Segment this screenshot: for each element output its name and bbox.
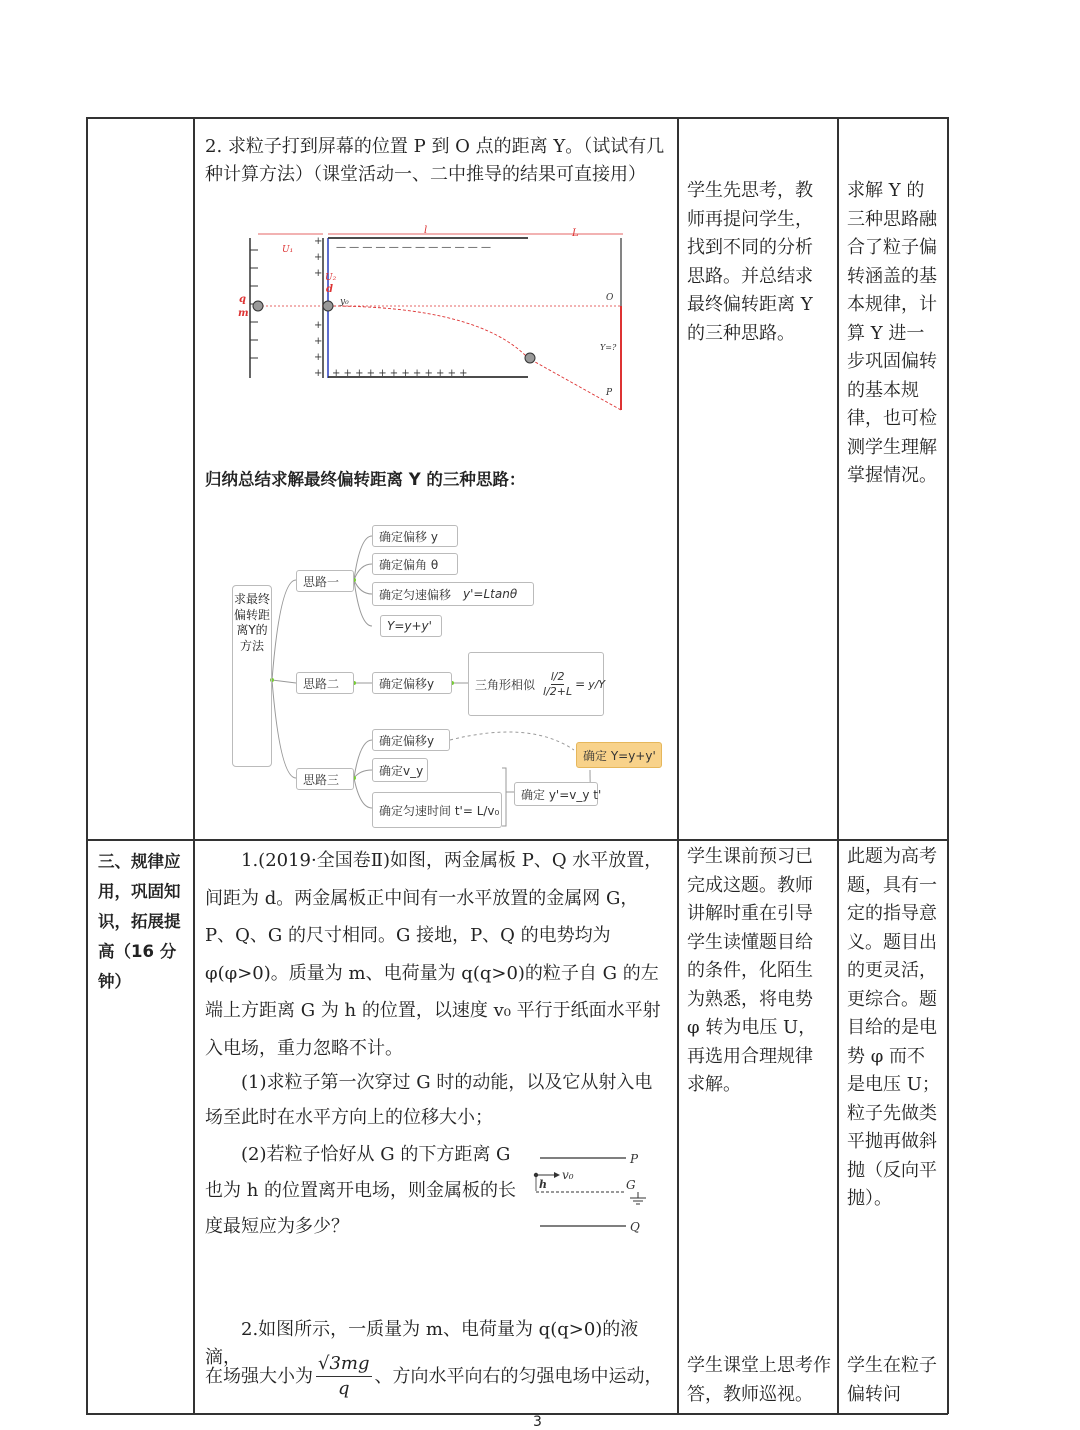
- fig-label-v0: v₀: [562, 1168, 574, 1182]
- b1-angle: 确定偏角 θ: [372, 553, 458, 575]
- b1-uniform: [372, 582, 534, 606]
- activity-3: 学生课堂上思考作答，教师巡视。: [687, 1355, 831, 1405]
- table-bottom-border: [86, 1413, 948, 1415]
- plate-minus: — — — — — — — — — — — —: [336, 242, 491, 253]
- svg-text:q: q: [239, 294, 246, 305]
- b2-ratio: y/Y: [588, 677, 606, 691]
- intent-1: 求解 Y 的三种思路融合了粒子偏转涵盖的基本规律，计算 Y 进一步巩固偏转的基本规律，也可检测学生理解掌握情况。: [847, 180, 937, 486]
- col-border-4: [947, 117, 949, 1414]
- fig-label-h: h: [539, 1178, 547, 1191]
- col-border-2: [677, 117, 679, 1414]
- q2-line2-text: 在场强大小为: [205, 1365, 313, 1387]
- branch-2: 思路二: [296, 672, 354, 694]
- svg-text:+: +: [314, 352, 323, 363]
- question-1: 1.(2019·全国卷Ⅱ)如图，两金属板 P、Q 水平放置，间距为 d。两金属板正中间有一水平放置的金属网 G，P、Q、G 的尺寸相同。G 接地，P、Q 的电势均为φ(φ>0)。质量为 m、电荷量为 q(q>0)的粒子自 G 的左端上方距离 G 为 h 的位置，以速度 v₀ 平行于纸面水平射入电场，重力忽略不计。: [205, 850, 663, 1059]
- row-divider: [86, 839, 948, 841]
- svg-text:+: +: [314, 252, 323, 263]
- question-2-start: 2.如图所示，一质量为 m、电荷量为 q(q>0)的液滴，: [205, 1319, 639, 1368]
- col-border-1: [193, 117, 195, 1414]
- svg-text:U₁: U₁: [282, 245, 294, 255]
- mindmap-root: 求最终偏转距离Y的方法: [232, 585, 272, 767]
- b1-offset: 确定偏移 y: [372, 525, 458, 547]
- activity-2: 学生课前预习已完成这题。教师讲解时重在引导学生读懂题目给的条件，化陌生为熟悉，将电势 φ 转为电压 U，再选用合理规律求解。: [687, 846, 817, 1095]
- page-number: 3: [533, 1414, 542, 1430]
- question-1a: (1)求粒子第一次穿过 G 时的动能，以及它从射入电场至此时在水平方向上的位移大小；: [205, 1072, 653, 1128]
- summary-title: 归纳总结求解最终偏转距离 Y 的三种思路：: [205, 470, 526, 489]
- svg-text:+: +: [314, 236, 323, 247]
- col-border-0: [86, 117, 88, 1414]
- plate-plus: + + + + + + + + + + + +: [332, 368, 468, 379]
- activity-1: 学生先思考，教师再提问学生，找到不同的分析思路。并总结求最终偏转距离 Y 的三种思路。: [687, 180, 813, 344]
- svg-text:P: P: [606, 388, 613, 398]
- branch-1: 思路一: [296, 570, 354, 592]
- q2-line2-end: 、方向水平向右的匀强电场中运动，: [374, 1365, 663, 1387]
- plates-figure: [530, 1146, 665, 1238]
- b3-vy: 确定v_y: [372, 758, 428, 782]
- q2-frac-den: q: [337, 1378, 350, 1399]
- table-top-border: [86, 117, 948, 119]
- b1-uniform-formula: y'=Ltanθ: [463, 587, 518, 601]
- b2-offset: 确定偏移y: [372, 672, 452, 694]
- svg-text:U₂: U₂: [325, 273, 337, 283]
- intent-2: 此题为高考题，具有一定的指导意义。题目出的更灵活，更综合。题目给的是电势 φ 而不是电压 U；粒子先做类平抛再做斜抛（反向平抛）。: [847, 846, 940, 1209]
- svg-text:m: m: [238, 308, 249, 319]
- fig-label-p: P: [630, 1152, 639, 1166]
- svg-text:+: +: [314, 320, 323, 331]
- svg-text:+: +: [314, 368, 323, 379]
- b1-total: Y=y+y': [380, 615, 442, 637]
- svg-text:+: +: [314, 336, 323, 347]
- svg-text:L: L: [572, 228, 579, 239]
- b2-den: l/2+L: [543, 684, 573, 698]
- svg-text:+: +: [314, 268, 323, 279]
- question-1b: (2)若粒子恰好从 G 的下方距离 G 也为 h 的位置离开电场，则金属板的长度最短应为多少？: [205, 1144, 517, 1237]
- b2-num: l/2: [550, 669, 565, 683]
- svg-text:l: l: [424, 225, 428, 236]
- svg-text:d: d: [326, 284, 333, 295]
- deflection-diagram: [228, 220, 638, 415]
- b3-time: 确定匀速时间 t'= L/v₀: [372, 792, 502, 828]
- b1-uniform-label: 确定匀速偏移: [379, 587, 452, 602]
- b2-similar-label: 三角形相似: [475, 677, 536, 692]
- col-border-3: [837, 117, 839, 1414]
- svg-text:y₀: y₀: [340, 297, 349, 307]
- b3-yprime: 确定 y'=v_y t': [514, 782, 598, 806]
- fig-label-q: Q: [630, 1220, 640, 1234]
- b3-offset: 确定偏移y: [372, 729, 450, 751]
- svg-text:Y=?: Y=?: [600, 343, 617, 352]
- b3-total: 确定 Y=y+y': [576, 742, 662, 768]
- fig-label-g: G: [626, 1178, 636, 1192]
- svg-text:O: O: [606, 293, 614, 303]
- q2-frac-num: √3mg: [316, 1352, 372, 1377]
- stage-label: 三、规律应用，巩固知识，拓展提高（16 分钟）: [98, 852, 181, 991]
- intent-3: 学生在粒子偏转问: [847, 1355, 937, 1405]
- question-2-line2: [205, 1352, 675, 1401]
- branch-3: 思路三: [296, 768, 354, 790]
- question-2: 2. 求粒子打到屏幕的位置 P 到 O 点的距离 Y。（试试有几种计算方法）（课堂活动一、二中推导的结果可直接用）: [205, 136, 665, 185]
- b2-similar: 三角形相似 $\frac{l/2}{l/2+L}$ = y/Y: [468, 652, 604, 716]
